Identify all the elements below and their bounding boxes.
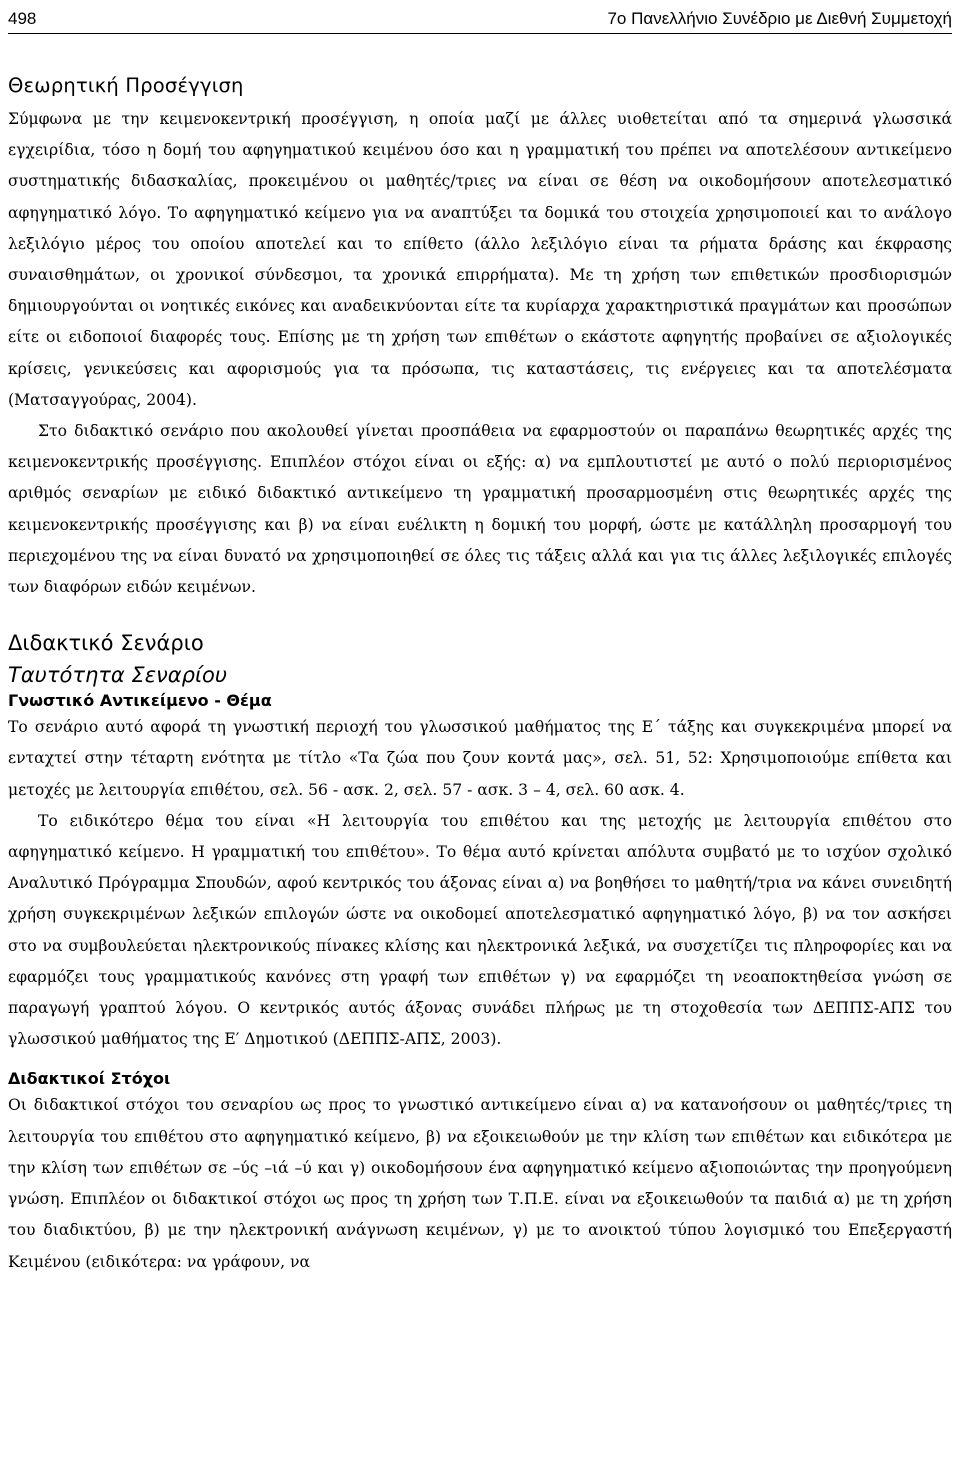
conference-title: 7ο Πανελλήνιο Συνέδριο με Διεθνή Συμμετοχή xyxy=(607,9,952,28)
document-page xyxy=(8,0,952,1278)
goals-paragraph-1: Οι διδακτικοί στόχοι του σεναρίου ως προς το γνωστικό αντικείμενο είναι α) να κατανοήσουν οι μαθητές/τριες τη λειτουργία του επιθέτου στο αφηγηματικό κείμενο, β) να εξοικειωθούν με την κλίση των επιθέτων και ειδικότερα με την κλίση των επιθέτων σε –ύς –ιά –ύ και γ) οικοδομήσουν ένα αφηγηματικό κείμενο αξιοποιώντας την προηγούμενη γνώση. Επιπλέον οι διδακτικοί στόχοι ως προς τη χρήση των Τ.Π.Ε. είναι να εξοικειωθούν τα παιδιά α) με τη χρήση του διαδικτύου, β) με την ηλεκτρονική ανάγνωση κειμένων, γ) με το ανοικτού τύπου λογισμικό του Επεξεργαστή Κειμένου (ειδικότερα: να γράφουν, να xyxy=(8,1096,952,1271)
running-header xyxy=(8,0,952,34)
scenario-heading: Διδακτικό Σενάριο xyxy=(8,631,204,656)
theory-paragraph-2: Στο διδακτικό σενάριο που ακολουθεί γίνεται προσπάθεια να εφαρμοστούν οι παραπάνω θεωρητικές αρχές της κειμενοκεντρικής προσέγγισης. Επιπλέον στόχοι είναι οι εξής: α) να εμπλουτιστεί με αυτό ο πολύ περιορισμένος αριθμός σεναρίων με ειδικό διδακτικό αντικείμενο τη γραμματική προσαρμοσμένη στις θεωρητικές αρχές της κειμενοκεντρικής προσέγγισης και β) να είναι ευέλικτη η δομική του μορφή, ώστε με κατάλληλη προσαρμογή του περιεχομένου της να είναι δυνατό να χρησιμοποιηθεί σε όλες τις τάξεις αλλά και για τις άλλες λεξιλογικές επιλογές των διαφόρων ειδών κειμένων. xyxy=(8,422,952,597)
subject-heading: Γνωστικό Αντικείμενο - Θέμα xyxy=(8,691,272,711)
theory-paragraph-1: Σύμφωνα με την κειμενοκεντρική προσέγγιση, η οποία μαζί με άλλες υιοθετείται από τα σημερινά γλωσσικά εγχειρίδια, τόσο η δομή του αφηγηματικού κειμένου όσο και η γραμματική του πρέπει να αποτελέσουν αντικείμενο συστηματικής διδασκαλίας, προκειμένου οι μαθητές/τριες να είναι σε θέση να οικοδομήσουν αποτελεσματικό αφηγηματικό λόγο. Το αφηγηματικό κείμενο για να αναπτύξει τα δομικά του στοιχεία χρησιμοποιεί και το ανάλογο λεξιλόγιο μέρος του οποίου αποτελεί και το επίθετο (άλλο λεξιλόγιο είναι τα ρήματα δράσης και έκφρασης συναισθημάτων, οι χρονικοί σύνδεσμοι, τα χρονικά επιρρήματα). Με τη χρήση των επιθετικών προσδιορισμών δημιουργούνται οι νοητικές εικόνες και αναδεικνύονται είτε τα κυρίαρχα χαρακτηριστικά πραγμάτων και προσώπων είτε οι ειδοποιοί διαφορές τους. Επίσης με τη χρήση των επιθέτων ο εκάστοτε αφηγητής προβαίνει σε αξιολογικές κρίσεις, γενικεύσεις και αφορισμούς για τα πρόσωπα, τις καταστάσεις, τις ενέργειες και τα αποτελέσματα (Ματσαγγούρας, 2004). xyxy=(8,110,952,409)
page-number: 498 xyxy=(8,9,37,28)
subject-paragraph-2: Το ειδικότερο θέμα του είναι «Η λειτουργία του επιθέτου και της μετοχής με λειτουργία επιθέτου στο αφηγηματικό κείμενο. Η γραμματική του επιθέτου». Το θέμα αυτό κρίνεται απόλυτα συμβατό με το ισχύον σχολικό Αναλυτικό Πρόγραμμα Σπουδών, αφού κεντρικός του άξονας είναι α) να βοηθήσει το μαθητή/τρια να κάνει συνειδητή χρήση συγκεκριμένων λεξικών επιλογών ώστε να οικοδομεί αποτελεσματικό αφηγηματικό λόγο, β) να τον ασκήσει στο να συμβουλεύεται ηλεκτρονικούς πίνακες κλίσης και ηλεκτρονικά λεξικά, να συσχετίζει τις πληροφορίες και να εφαρμόζει τους γραμματικούς κανόνες στη γραφή των επιθέτων γ) να εφαρμόζει τη νεοαποκτηθείσα γνώση σε παραγωγή γραπτού λόγου. Ο κεντρικός αυτός άξονας συνάδει πλήρως με τη στοχοθεσία των ΔΕΠΠΣ-ΑΠΣ του γλωσσικού μαθήματος της Ε′ Δημοτικού (ΔΕΠΠΣ-ΑΠΣ, 2003). xyxy=(8,811,952,1049)
identity-heading: Ταυτότητα Σεναρίου xyxy=(8,663,228,688)
subject-paragraph-1: Το σενάριο αυτό αφορά τη γνωστική περιοχή του γλωσσικού μαθήματος της Ε΄ τάξης και συγκεκριμένα μπορεί να ενταχτεί στην τέταρτη ενότητα με τίτλο «Τα ζώα που ζουν κοντά μας», σελ. 51, 52: Χρησιμοποιούμε επίθετα και μετοχές με λειτουργία επιθέτου, σελ. 56 - ασκ. 2, σελ. 57 - ασκ. 3 – 4, σελ. 60 ασκ. 4. xyxy=(8,718,952,799)
goals-heading: Διδακτικοί Στόχοι xyxy=(8,1069,171,1089)
theory-heading: Θεωρητική Προσέγγιση xyxy=(8,74,244,97)
